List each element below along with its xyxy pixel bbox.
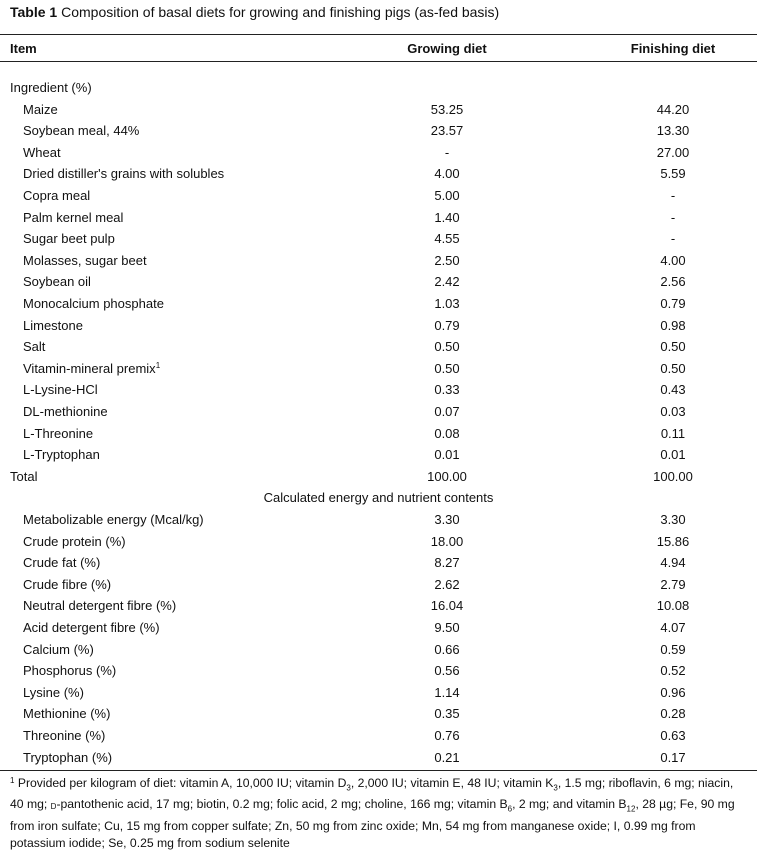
table-row — [0, 575, 757, 595]
growing-diet-value: 0.33 — [434, 382, 460, 398]
table-row — [0, 251, 757, 271]
growing-diet-value: 16.04 — [430, 598, 464, 614]
growing-diet-value: 4.55 — [434, 231, 460, 247]
finishing-diet-value: 0.50 — [660, 339, 686, 355]
table-row — [0, 186, 757, 206]
finishing-diet-value: 0.28 — [660, 706, 686, 722]
growing-diet-value: - — [444, 144, 450, 160]
row-label: Copra meal — [23, 188, 91, 203]
growing-diet-value: 8.27 — [434, 555, 460, 571]
row-label: Total — [10, 468, 38, 484]
finishing-diet-value: 15.86 — [656, 533, 690, 549]
growing-diet-value: 0.56 — [434, 663, 460, 679]
row-label: Crude protein (%) — [23, 533, 126, 549]
growing-diet-value: 3.30 — [434, 512, 460, 527]
row-label: L-Lysine-HCl — [23, 382, 98, 398]
table-row — [0, 467, 757, 487]
finishing-diet-value: 0.59 — [660, 641, 686, 657]
row-label: L-Threonine — [23, 425, 94, 441]
row-label: Molasses, sugar beet — [23, 252, 147, 268]
table-row — [0, 726, 757, 746]
growing-diet-value: 0.66 — [434, 641, 460, 657]
footnote-text: -pantothenic acid, 17 mg; biotin, 0.2 mg; folic acid, 2 mg; choline, 166 mg; vitamin B — [56, 797, 508, 812]
finishing-diet-value: 4.00 — [660, 252, 686, 268]
finishing-diet-value: 4.07 — [660, 620, 686, 635]
table-row — [0, 316, 757, 336]
footnote-text: Provided per kilogram of diet: vitamin A, 10,000 IU; vitamin D — [14, 776, 347, 790]
finishing-diet-value: 5.59 — [660, 166, 686, 182]
finishing-diet-value: 0.17 — [660, 749, 686, 765]
row-label: Methionine (%) — [23, 706, 111, 722]
growing-diet-value: 0.79 — [434, 317, 460, 333]
growing-diet-value: 0.08 — [434, 425, 460, 441]
footnote-marker: 1 — [10, 776, 15, 785]
row-label: Crude fibre (%) — [23, 576, 112, 592]
table-row — [0, 424, 757, 444]
table-row — [0, 748, 757, 768]
finishing-diet-value: 0.98 — [660, 317, 686, 333]
footnote-text: , 2,000 IU; vitamin E, 48 IU; vitamin K — [350, 776, 554, 790]
table-row — [0, 121, 757, 141]
finishing-diet-value: 0.01 — [660, 447, 686, 463]
growing-diet-value: 0.76 — [434, 728, 460, 743]
finishing-diet-value: - — [670, 231, 676, 247]
table-row — [0, 661, 757, 681]
finishing-diet-value: - — [670, 188, 676, 203]
growing-diet-value: 2.62 — [434, 576, 460, 592]
row-label: Lysine (%) — [23, 684, 84, 700]
row-label: Dried distiller's grains with solubles — [23, 166, 225, 182]
table-row — [0, 78, 757, 98]
finishing-diet-value: 0.63 — [660, 728, 686, 743]
row-label: Soybean oil — [23, 274, 91, 290]
row-label: Neutral detergent fibre (%) — [23, 598, 177, 614]
finishing-diet-value: 3.30 — [660, 512, 686, 527]
row-label: Limestone — [23, 317, 83, 333]
table-caption — [10, 4, 499, 20]
table-row — [0, 402, 757, 422]
table-row — [0, 488, 757, 508]
table-title: Composition of basal diets for growing and finishing pigs (as-fed basis) — [61, 4, 500, 20]
row-label: Crude fat (%) — [23, 555, 101, 571]
table-row — [0, 618, 757, 638]
table-row — [0, 445, 757, 465]
growing-diet-value: 1.14 — [434, 684, 460, 700]
finishing-diet-value: 0.43 — [660, 382, 686, 398]
footnote-text: , 1.5 mg; riboflavin, 6 mg; niacin, 40 mg; — [10, 776, 734, 812]
finishing-diet-value: 27.00 — [656, 144, 690, 160]
growing-diet-value: 1.40 — [434, 209, 460, 225]
row-label: DL-methionine — [23, 404, 108, 419]
row-label: Wheat — [23, 144, 61, 160]
row-label: L-Tryptophan — [23, 447, 100, 463]
footnote-text: , 2 mg; and vitamin B — [512, 797, 627, 812]
table-row — [0, 380, 757, 400]
table-row — [0, 532, 757, 552]
row-label: Metabolizable energy (Mcal/kg) — [23, 512, 204, 527]
finishing-diet-value: 13.30 — [656, 123, 690, 139]
finishing-diet-value: 0.03 — [660, 404, 686, 419]
growing-diet-value: 9.50 — [434, 620, 460, 635]
row-label: Threonine (%) — [23, 728, 106, 743]
table-row — [0, 596, 757, 616]
row-label: Vitamin-mineral premix$^1$ — [23, 360, 161, 376]
table-row — [0, 510, 757, 530]
growing-diet-value: 0.50 — [434, 360, 460, 376]
bottom-rule — [0, 770, 757, 771]
row-label: Salt — [23, 339, 46, 355]
row-label: Monocalcium phosphate — [23, 296, 164, 311]
growing-diet-value: 23.57 — [430, 123, 464, 139]
header-item: Item — [10, 41, 37, 56]
finishing-diet-value: - — [670, 209, 676, 225]
header-rule — [0, 61, 757, 62]
growing-diet-value: 0.21 — [434, 749, 460, 765]
row-label: Calcium (%) — [23, 641, 94, 657]
table-row — [0, 294, 757, 314]
finishing-diet-value: 0.52 — [660, 663, 686, 679]
row-label: Phosphorus (%) — [23, 663, 117, 679]
finishing-diet-value: 2.79 — [660, 576, 686, 592]
row-label: Soybean meal, 44% — [23, 123, 140, 139]
row-label: Tryptophan (%) — [23, 749, 113, 765]
footnote-text: , 28 µg; Fe, 90 mg from iron sulfate; Cu, 15 mg from copper sulfate; Zn, 50 mg from zinc oxide; Mn, 54 mg from manganese oxide; I, 0.99 mg from potassium iodide; Se, 0.25 mg from sodium selenite — [10, 797, 735, 850]
growing-diet-value: 1.03 — [434, 296, 460, 311]
finishing-diet-value: 0.79 — [660, 296, 686, 311]
row-label: Acid detergent fibre (%) — [23, 620, 160, 635]
growing-diet-value: 5.00 — [434, 188, 460, 203]
growing-diet-value: 0.01 — [434, 447, 460, 463]
finishing-diet-value: 0.50 — [660, 360, 686, 376]
footnote-sub: 12 — [626, 804, 636, 814]
growing-diet-value: 18.00 — [430, 533, 464, 549]
growing-diet-value: 53.25 — [430, 101, 464, 117]
growing-diet-value: 0.07 — [434, 404, 460, 419]
finishing-diet-value: 100.00 — [653, 468, 693, 484]
top-rule — [0, 34, 757, 35]
row-label: Maize — [23, 101, 58, 117]
row-label: Palm kernel meal — [23, 209, 124, 225]
finishing-diet-value: 44.20 — [656, 101, 690, 117]
table-row — [0, 704, 757, 724]
finishing-diet-value: 10.08 — [656, 598, 690, 614]
header-finishing-diet: Finishing diet — [630, 41, 716, 56]
table-row — [0, 164, 757, 184]
footnote-sub: 6 — [507, 804, 513, 814]
table-row — [0, 359, 757, 379]
growing-diet-value: 100.00 — [427, 468, 467, 484]
table-row — [0, 208, 757, 228]
growing-diet-value: 2.42 — [434, 274, 460, 290]
growing-diet-value: 0.50 — [434, 339, 460, 355]
finishing-diet-value: 0.11 — [660, 425, 686, 441]
table-row — [0, 229, 757, 249]
table-row — [0, 337, 757, 357]
footnote-sub: 3 — [346, 783, 351, 793]
finishing-diet-value: 0.96 — [660, 684, 686, 700]
table-row — [0, 553, 757, 573]
finishing-diet-value: 2.56 — [660, 274, 686, 290]
table-row — [0, 100, 757, 120]
row-label: Ingredient (%) — [10, 80, 92, 95]
growing-diet-value: 2.50 — [434, 252, 460, 268]
growing-diet-value: 4.00 — [434, 166, 460, 182]
table-row — [0, 683, 757, 703]
footnote-smallcaps: D — [50, 802, 57, 812]
header-growing-diet: Growing diet — [407, 41, 487, 56]
table-number: Table 1 — [10, 4, 58, 20]
row-label: Calculated energy and nutrient contents — [263, 490, 494, 506]
table-row — [0, 272, 757, 292]
finishing-diet-value: 4.94 — [660, 555, 686, 571]
row-label: Sugar beet pulp — [23, 231, 115, 247]
footnote-ref: 1 — [155, 360, 161, 370]
footnote-sub: 3 — [553, 783, 558, 793]
table-row — [0, 640, 757, 660]
table-row — [0, 143, 757, 163]
footnote — [10, 775, 750, 852]
growing-diet-value: 0.35 — [434, 706, 460, 722]
